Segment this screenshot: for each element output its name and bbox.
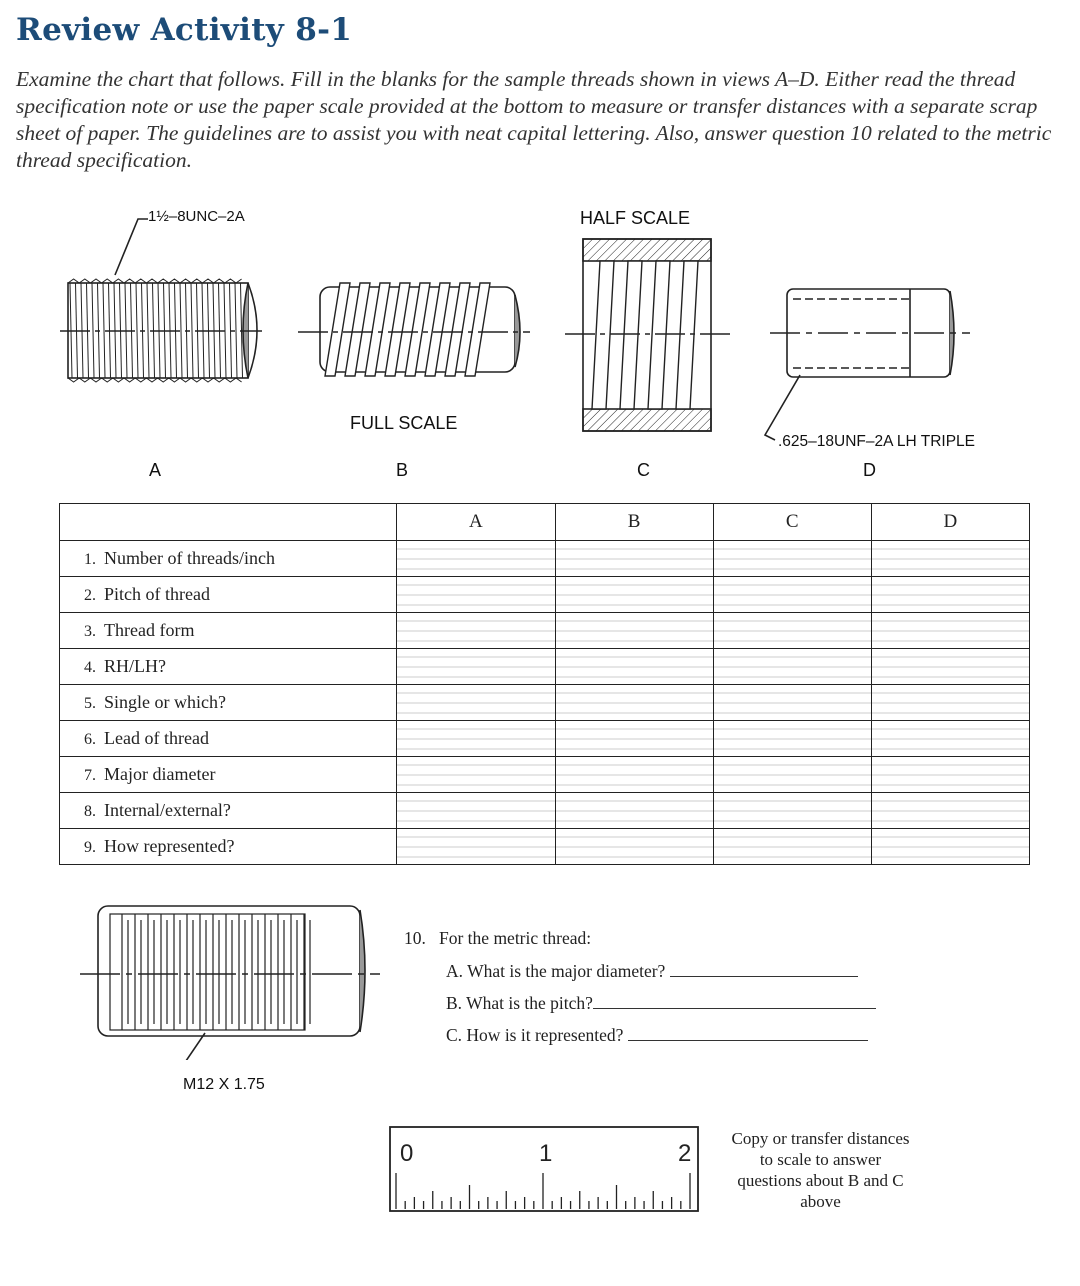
question-text: B. What is the pitch?: [446, 993, 593, 1013]
answer-cell-d[interactable]: [871, 757, 1029, 793]
answer-cell-a[interactable]: [397, 649, 555, 685]
answer-cell-d[interactable]: [871, 649, 1029, 685]
thread-flank: [345, 283, 370, 376]
answer-cell-c[interactable]: [713, 577, 871, 613]
thread-flank: [365, 283, 390, 376]
answer-cell-b[interactable]: [555, 685, 713, 721]
scale-label: 2: [678, 1140, 692, 1167]
table-row: [60, 613, 1030, 649]
row-number: 3.: [84, 623, 96, 640]
table-row: [60, 793, 1030, 829]
thread-flank: [592, 261, 614, 409]
question-text: A. What is the major diameter?: [446, 961, 666, 981]
answer-cell-c[interactable]: [713, 541, 871, 577]
question-stem: For the metric thread:: [439, 928, 592, 948]
question-10b: [446, 992, 876, 1014]
thread-flank: [676, 261, 698, 409]
answer-cell-b[interactable]: [555, 793, 713, 829]
answer-cell-c[interactable]: [713, 685, 871, 721]
row-question: Number of threads/inch: [104, 548, 275, 568]
answer-cell-d[interactable]: [871, 577, 1029, 613]
row-question: Major diameter: [104, 764, 216, 784]
answer-cell-a[interactable]: [397, 757, 555, 793]
row-question: Thread form: [104, 620, 195, 640]
row-question: Single or which?: [104, 692, 226, 712]
answer-cell-c[interactable]: [713, 829, 871, 865]
scale-label: 0: [400, 1140, 414, 1167]
page-title: Review Activity 8-1: [16, 12, 353, 48]
answer-cell-d[interactable]: [871, 613, 1029, 649]
row-question: Lead of thread: [104, 728, 209, 748]
thread-flank: [620, 261, 642, 409]
answer-cell-c[interactable]: [713, 757, 871, 793]
thread-flank: [325, 283, 350, 376]
thread-outline: [110, 914, 305, 1030]
row-question: Internal/external?: [104, 800, 231, 820]
answer-cell-c[interactable]: [713, 649, 871, 685]
answer-cell-a[interactable]: [397, 793, 555, 829]
answer-cell-a[interactable]: [397, 541, 555, 577]
row-question: RH/LH?: [104, 656, 166, 676]
answer-cell-a[interactable]: [397, 685, 555, 721]
question-cell: [60, 721, 397, 757]
metric-thread-note: M12 X 1.75: [183, 1076, 265, 1093]
answer-cell-c[interactable]: [713, 721, 871, 757]
scale-label: 1: [539, 1140, 553, 1167]
view-label-a: A: [149, 460, 162, 480]
answer-blank[interactable]: [628, 1024, 868, 1041]
table-row: [60, 649, 1030, 685]
view-d-thread-drawing: [765, 289, 970, 440]
question-cell: [60, 793, 397, 829]
thread-flank: [425, 283, 450, 376]
table-row: [60, 757, 1030, 793]
column-header: D: [871, 504, 1029, 541]
question-10c: [446, 1024, 868, 1046]
question-cell: [60, 613, 397, 649]
view-a-thread-note: 1½–8UNC–2A: [148, 208, 245, 225]
row-number: 6.: [84, 731, 96, 748]
column-header: C: [713, 504, 871, 541]
metric-thread-drawing: [70, 900, 390, 1060]
table-header-row: [60, 504, 1030, 541]
question-cell: [60, 829, 397, 865]
answer-cell-b[interactable]: [555, 649, 713, 685]
answer-cell-a[interactable]: [397, 829, 555, 865]
view-b-thread-drawing: [298, 283, 530, 376]
question-text: C. How is it represented?: [446, 1025, 624, 1045]
answer-cell-a[interactable]: [397, 577, 555, 613]
thread-flank: [385, 283, 410, 376]
row-number: 4.: [84, 659, 96, 676]
full-scale-label: FULL SCALE: [350, 413, 458, 433]
answer-cell-c[interactable]: [713, 613, 871, 649]
table-row: [60, 829, 1030, 865]
answer-blank[interactable]: [670, 960, 858, 977]
table-row: [60, 685, 1030, 721]
table-row: [60, 541, 1030, 577]
row-number: 9.: [84, 839, 96, 856]
view-a-thread-drawing: [60, 219, 262, 382]
header-blank: [60, 504, 397, 541]
table-row: [60, 721, 1030, 757]
row-number: 2.: [84, 587, 96, 604]
thread-flank: [648, 261, 670, 409]
answer-cell-b[interactable]: [555, 541, 713, 577]
row-number: 1.: [84, 551, 96, 568]
answer-cell-b[interactable]: [555, 757, 713, 793]
view-label-b: B: [396, 460, 409, 480]
column-header: A: [397, 504, 555, 541]
question-cell: [60, 577, 397, 613]
question-10: [404, 928, 591, 949]
question-10a: [446, 960, 858, 982]
answer-cell-a[interactable]: [397, 613, 555, 649]
view-c-thread-drawing: [565, 239, 730, 431]
answer-cell-d[interactable]: [871, 541, 1029, 577]
half-scale-label: HALF SCALE: [580, 208, 691, 228]
question-cell: [60, 685, 397, 721]
answer-cell-b[interactable]: [555, 829, 713, 865]
thread-flank: [405, 283, 430, 376]
question-cell: [60, 649, 397, 685]
answer-cell-d[interactable]: [871, 793, 1029, 829]
question-number: 10.: [404, 928, 426, 948]
question-cell: [60, 757, 397, 793]
question-cell: [60, 541, 397, 577]
thread-chart-table: [59, 503, 1030, 865]
row-question: Pitch of thread: [104, 584, 210, 604]
answer-cell-d[interactable]: [871, 829, 1029, 865]
scale-note: Copy or transfer distances to scale to answer questions about B and C above: [731, 1129, 910, 1211]
answer-cell-a[interactable]: [397, 721, 555, 757]
row-number: 5.: [84, 695, 96, 712]
answer-cell-c[interactable]: [713, 793, 871, 829]
view-label-c: C: [637, 460, 650, 480]
answer-blank[interactable]: [593, 992, 876, 1009]
answer-cell-b[interactable]: [555, 721, 713, 757]
row-question: How represented?: [104, 836, 235, 856]
thread-flank: [465, 283, 490, 376]
view-label-d: D: [863, 460, 876, 480]
row-number: 8.: [84, 803, 96, 820]
answer-cell-d[interactable]: [871, 721, 1029, 757]
instructions: Examine the chart that follows. Fill in the blanks for the sample threads shown in views A–D. Either read the thread specification note or use the paper scale provided at the bottom to measure or transfer distances with a separate scrap sheet of paper. The guidelines are to assist you with neat capital lettering. Also, answer question 10 related to the metric thread specification.: [16, 67, 1052, 172]
answer-cell-b[interactable]: [555, 577, 713, 613]
answer-cell-d[interactable]: [871, 685, 1029, 721]
thread-flank: [445, 283, 470, 376]
column-header: B: [555, 504, 713, 541]
answer-cell-b[interactable]: [555, 613, 713, 649]
paper-scale: [388, 1125, 703, 1215]
table-row: [60, 577, 1030, 613]
view-d-thread-note: .625–18UNF–2A LH TRIPLE: [778, 433, 976, 450]
row-number: 7.: [84, 767, 96, 784]
